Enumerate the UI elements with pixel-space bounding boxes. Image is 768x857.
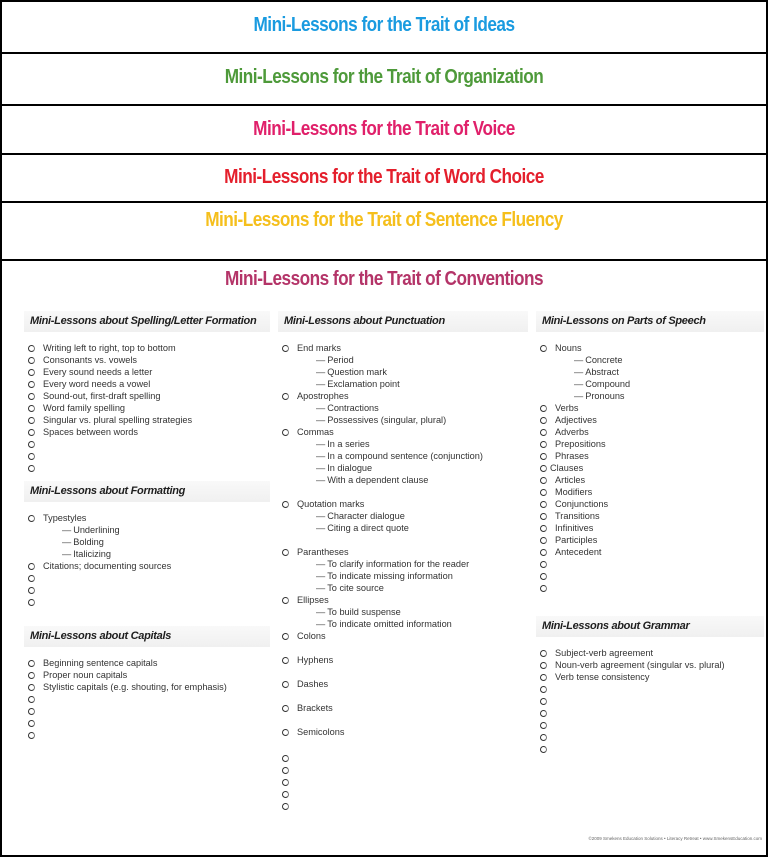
lesson-section (536, 616, 764, 755)
checkbox-circle-icon[interactable] (28, 599, 35, 606)
lesson-item (540, 719, 764, 731)
trait-box-ideas (0, 0, 768, 53)
lesson-section (536, 311, 764, 594)
checkbox-circle-icon[interactable] (540, 573, 547, 580)
checkbox-circle-icon[interactable] (28, 732, 35, 739)
checkbox-circle-icon[interactable] (282, 791, 289, 798)
lesson-item (28, 560, 270, 572)
lesson-item-label: Phrases (555, 451, 589, 461)
checkbox-circle-icon[interactable] (540, 405, 547, 412)
lesson-item (28, 572, 270, 584)
lesson-item (282, 800, 528, 812)
checkbox-circle-icon[interactable] (282, 345, 289, 352)
checkbox-circle-icon[interactable] (28, 563, 35, 570)
lesson-item (28, 390, 270, 402)
lesson-item-label: Stylistic capitals (e.g. shouting, for emphasis) (43, 682, 227, 692)
lesson-item (540, 707, 764, 719)
lesson-item (540, 695, 764, 707)
sub-item: — To indicate omitted information (282, 618, 528, 630)
lesson-item (540, 450, 764, 462)
checkbox-circle-icon[interactable] (28, 417, 35, 424)
checkbox-circle-icon[interactable] (540, 501, 547, 508)
lesson-list (278, 342, 528, 812)
section-heading: Mini-Lessons about Grammar (536, 616, 764, 637)
lesson-item-label: Verbs (555, 403, 579, 413)
lesson-item (282, 426, 528, 438)
lesson-item-label: Semicolons (297, 727, 345, 737)
lesson-item (28, 438, 270, 450)
checkbox-circle-icon[interactable] (540, 345, 547, 352)
checkbox-circle-icon[interactable] (28, 393, 35, 400)
lesson-item-label: Articles (555, 475, 586, 485)
sub-item: — To build suspense (282, 606, 528, 618)
lesson-item (540, 570, 764, 582)
lesson-item-label: Transitions (555, 511, 600, 521)
sub-item-list (282, 510, 528, 534)
sub-item: — To indicate missing information (282, 570, 528, 582)
sub-item: — Possessives (singular, plural) (282, 414, 528, 426)
lesson-item-label: End marks (297, 343, 341, 353)
lesson-section (24, 311, 270, 474)
checkbox-circle-icon[interactable] (540, 429, 547, 436)
lesson-item-label: Subject-verb agreement (555, 648, 654, 658)
checkbox-circle-icon[interactable] (282, 779, 289, 786)
lesson-item-label: Apostrophes (297, 391, 349, 401)
lesson-item (540, 671, 764, 683)
lesson-item (282, 630, 528, 642)
sub-item: — In a series (282, 438, 528, 450)
lesson-item (540, 462, 764, 474)
checkbox-circle-icon[interactable] (28, 720, 35, 727)
lesson-item (540, 683, 764, 695)
lesson-list (536, 647, 764, 755)
trait-box-sentence-fluency (0, 201, 768, 261)
sub-item: — Character dialogue (282, 510, 528, 522)
trait-title-organization: Mini-Lessons for the Trait of Organization (224, 66, 544, 88)
checkbox-circle-icon[interactable] (28, 696, 35, 703)
checkbox-circle-icon[interactable] (540, 453, 547, 460)
section-heading: Mini-Lessons about Formatting (24, 481, 270, 502)
lesson-item (540, 659, 764, 671)
lesson-item (540, 534, 764, 546)
checkbox-circle-icon[interactable] (540, 698, 547, 705)
sub-item: — To clarify information for the reader (282, 558, 528, 570)
checkbox-circle-icon[interactable] (540, 465, 547, 472)
trait-box-conventions (0, 259, 768, 857)
lesson-item (28, 717, 270, 729)
trait-box-word-choice (0, 153, 768, 203)
sub-item: — Contractions (282, 402, 528, 414)
sub-item: — Exclamation point (282, 378, 528, 390)
lesson-item-label: Clauses (550, 463, 584, 473)
copyright-footer: ©2009 Smekens Education Solutions • Literacy Retreat • www.SmekensEducation.com (588, 836, 762, 841)
lesson-item (28, 378, 270, 390)
sub-item: — Underlining (28, 524, 270, 536)
lesson-item-label: Every sound needs a letter (43, 367, 153, 377)
lesson-item-label: Nouns (555, 343, 582, 353)
lesson-item (540, 510, 764, 522)
lesson-item (28, 462, 270, 474)
lesson-item-label: Ellipses (297, 595, 329, 605)
lesson-item-label: Hyphens (297, 655, 334, 665)
checkbox-circle-icon[interactable] (28, 405, 35, 412)
lesson-item (282, 788, 528, 800)
lesson-item-label: Typestyles (43, 513, 87, 523)
sub-item-list (28, 524, 270, 560)
lesson-item (28, 450, 270, 462)
lesson-item-label: Singular vs. plural spelling strategies (43, 415, 193, 425)
sub-item: — Pronouns (540, 390, 764, 402)
lesson-item (28, 584, 270, 596)
lesson-item (282, 678, 528, 690)
lesson-list (24, 342, 270, 474)
checkbox-circle-icon[interactable] (540, 441, 547, 448)
trait-title-conventions: Mini-Lessons for the Trait of Conventions (224, 268, 544, 290)
sub-item: — Compound (540, 378, 764, 390)
sub-item-group (282, 510, 528, 534)
checkbox-circle-icon[interactable] (540, 585, 547, 592)
checkbox-circle-icon[interactable] (540, 734, 547, 741)
lesson-item (28, 402, 270, 414)
checkbox-circle-icon[interactable] (540, 537, 547, 544)
checkbox-circle-icon[interactable] (540, 489, 547, 496)
checkbox-circle-icon[interactable] (28, 381, 35, 388)
checkbox-circle-icon[interactable] (540, 513, 547, 520)
sub-item-group (282, 402, 528, 426)
checkbox-circle-icon[interactable] (28, 441, 35, 448)
checkbox-circle-icon[interactable] (540, 710, 547, 717)
sub-item-group (28, 524, 270, 560)
lesson-item-label: Every word needs a vowel (43, 379, 151, 389)
sub-item: — To cite source (282, 582, 528, 594)
lesson-item (28, 414, 270, 426)
lesson-item-label: Sound-out, first-draft spelling (43, 391, 161, 401)
checkbox-circle-icon[interactable] (540, 549, 547, 556)
sub-item-list (282, 558, 528, 594)
checkbox-circle-icon[interactable] (540, 417, 547, 424)
checkbox-circle-icon[interactable] (282, 681, 289, 688)
sub-item-list (540, 354, 764, 402)
checkbox-circle-icon[interactable] (540, 477, 547, 484)
lesson-item (28, 512, 270, 524)
lesson-item (28, 342, 270, 354)
lesson-list (24, 512, 270, 608)
lesson-item (540, 486, 764, 498)
checkbox-circle-icon[interactable] (28, 587, 35, 594)
trait-title-sentence-fluency: Mini-Lessons for the Trait of Sentence Fluency (205, 209, 563, 231)
trait-box-organization (0, 52, 768, 105)
sub-item: — With a dependent clause (282, 474, 528, 486)
checkbox-circle-icon[interactable] (282, 767, 289, 774)
checkbox-circle-icon[interactable] (282, 633, 289, 640)
section-heading: Mini-Lessons about Capitals (24, 626, 270, 647)
lesson-item (540, 743, 764, 755)
sub-item: — Question mark (282, 366, 528, 378)
lesson-item (282, 752, 528, 764)
lesson-item-label: Antecedent (555, 547, 602, 557)
sub-item-list (282, 354, 528, 390)
lesson-item (28, 366, 270, 378)
checkbox-circle-icon[interactable] (282, 429, 289, 436)
sub-item: — Bolding (28, 536, 270, 548)
lesson-item (540, 414, 764, 426)
checkbox-circle-icon[interactable] (282, 501, 289, 508)
checkbox-circle-icon[interactable] (282, 705, 289, 712)
checkbox-circle-icon[interactable] (540, 662, 547, 669)
checkbox-circle-icon[interactable] (540, 674, 547, 681)
lesson-item-label: Noun-verb agreement (singular vs. plural) (555, 660, 725, 670)
lesson-item-label: Participles (555, 535, 598, 545)
trait-box-voice (0, 104, 768, 154)
lesson-item (540, 647, 764, 659)
lesson-item (282, 654, 528, 666)
lesson-item (540, 522, 764, 534)
checkbox-circle-icon[interactable] (540, 525, 547, 532)
lesson-item-label: Commas (297, 427, 334, 437)
sub-item-group (282, 606, 528, 630)
lesson-item (540, 731, 764, 743)
checkbox-circle-icon[interactable] (540, 722, 547, 729)
lesson-item-label: Verb tense consistency (555, 672, 650, 682)
trait-title-ideas: Mini-Lessons for the Trait of Ideas (253, 14, 515, 36)
section-heading: Mini-Lessons about Punctuation (278, 311, 528, 332)
lesson-item (282, 726, 528, 738)
lesson-item-label: Parantheses (297, 547, 349, 557)
lesson-item-label: Modifiers (555, 487, 593, 497)
lesson-item (540, 402, 764, 414)
lesson-item-label: Prepositions (555, 439, 606, 449)
checkbox-circle-icon[interactable] (28, 684, 35, 691)
lesson-item (282, 764, 528, 776)
lesson-item (28, 693, 270, 705)
lesson-item-label: Word family spelling (43, 403, 126, 413)
sub-item-group (282, 558, 528, 594)
checkbox-circle-icon[interactable] (282, 549, 289, 556)
lesson-item (28, 426, 270, 438)
lesson-item (540, 546, 764, 558)
checkbox-circle-icon[interactable] (28, 429, 35, 436)
lesson-item (282, 594, 528, 606)
checkbox-circle-icon[interactable] (282, 393, 289, 400)
sub-item-group (282, 438, 528, 486)
sub-item-list (282, 402, 528, 426)
lesson-item-label: Consonants vs. vowels (43, 355, 137, 365)
sub-item: — In dialogue (282, 462, 528, 474)
checkbox-circle-icon[interactable] (28, 465, 35, 472)
lesson-section (24, 626, 270, 741)
checkbox-circle-icon[interactable] (540, 686, 547, 693)
lesson-item (282, 776, 528, 788)
lesson-item (28, 669, 270, 681)
lesson-item-label: Citations; documenting sources (43, 561, 172, 571)
trait-title-voice: Mini-Lessons for the Trait of Voice (253, 118, 515, 140)
lesson-section (24, 481, 270, 608)
lesson-item (540, 582, 764, 594)
lesson-item (540, 342, 764, 354)
checkbox-circle-icon[interactable] (540, 561, 547, 568)
lesson-item (540, 426, 764, 438)
lesson-item-label: Spaces between words (43, 427, 138, 437)
lesson-item (28, 705, 270, 717)
sub-item: — Concrete (540, 354, 764, 366)
lesson-item-label: Dashes (297, 679, 329, 689)
sub-item-group (540, 354, 764, 402)
trait-title-word-choice: Mini-Lessons for the Trait of Word Choice (224, 166, 544, 188)
lesson-item-label: Writing left to right, top to bottom (43, 343, 176, 353)
checkbox-circle-icon[interactable] (540, 746, 547, 753)
lesson-item-label: Quotation marks (297, 499, 365, 509)
checkbox-circle-icon[interactable] (540, 650, 547, 657)
lesson-item (28, 596, 270, 608)
lesson-item-label: Adverbs (555, 427, 589, 437)
checkbox-circle-icon[interactable] (28, 369, 35, 376)
lesson-item (540, 558, 764, 570)
lesson-section (278, 311, 528, 812)
lesson-item (28, 729, 270, 741)
lesson-item-label: Adjectives (555, 415, 597, 425)
sub-item-list (282, 438, 528, 486)
checkbox-circle-icon[interactable] (28, 345, 35, 352)
lesson-item-label: Infinitives (555, 523, 594, 533)
lesson-item (282, 546, 528, 558)
lesson-item (28, 681, 270, 693)
checkbox-circle-icon[interactable] (282, 755, 289, 762)
checkbox-circle-icon[interactable] (28, 453, 35, 460)
checkbox-circle-icon[interactable] (28, 660, 35, 667)
lesson-item (540, 438, 764, 450)
sub-item: — Abstract (540, 366, 764, 378)
sub-item-list (282, 606, 528, 630)
lesson-item (540, 474, 764, 486)
checkbox-circle-icon[interactable] (282, 803, 289, 810)
sub-item: — In a compound sentence (conjunction) (282, 450, 528, 462)
lesson-item (282, 702, 528, 714)
section-heading: Mini-Lessons about Spelling/Letter Formation (24, 311, 270, 332)
checkbox-circle-icon[interactable] (28, 708, 35, 715)
sub-item-group (282, 354, 528, 390)
checkbox-circle-icon[interactable] (282, 729, 289, 736)
checkbox-circle-icon[interactable] (28, 515, 35, 522)
lesson-item (28, 657, 270, 669)
sub-item: — Italicizing (28, 548, 270, 560)
checkbox-circle-icon[interactable] (28, 357, 35, 364)
lesson-item-label: Proper noun capitals (43, 670, 128, 680)
lesson-item (282, 390, 528, 402)
checkbox-circle-icon[interactable] (282, 597, 289, 604)
lesson-item (282, 498, 528, 510)
lesson-item (540, 498, 764, 510)
sub-item: — Period (282, 354, 528, 366)
section-heading: Mini-Lessons on Parts of Speech (536, 311, 764, 332)
lesson-item-label: Colons (297, 631, 326, 641)
lesson-item-label: Conjunctions (555, 499, 609, 509)
lesson-list (24, 657, 270, 741)
checkbox-circle-icon[interactable] (28, 672, 35, 679)
lesson-item-label: Brackets (297, 703, 333, 713)
sub-item: — Citing a direct quote (282, 522, 528, 534)
lesson-item-label: Beginning sentence capitals (43, 658, 158, 668)
lesson-item (28, 354, 270, 366)
lesson-list (536, 342, 764, 594)
lesson-item (282, 342, 528, 354)
checkbox-circle-icon[interactable] (28, 575, 35, 582)
checkbox-circle-icon[interactable] (282, 657, 289, 664)
